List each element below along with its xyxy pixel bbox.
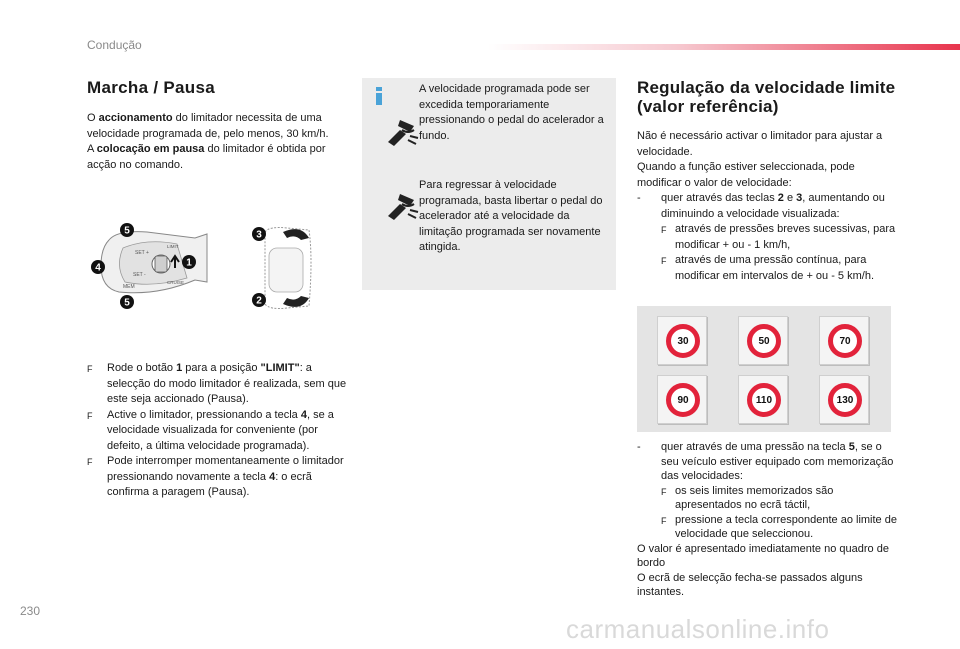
text: Pode interromper momentaneamente o limitador pressionando novamente a tecla	[107, 455, 344, 483]
right-paragraph-1: Não é necessário activar o limitador para ajustar a velocidade.	[637, 130, 883, 158]
text: , aumentando ou diminuindo a velocidade visualizada:	[661, 192, 885, 220]
text: , se a velocidade visualizada for conveniente (por defeito, a última velocidade programada).	[107, 408, 334, 452]
instruction-item	[87, 408, 349, 455]
speed-value: 50	[747, 324, 781, 358]
speed-value: 110	[747, 383, 781, 417]
left-column	[87, 78, 347, 173]
stalk-label-cruise: CRUISE	[167, 280, 185, 285]
info-icon	[372, 87, 386, 105]
watermark: carmanualsonline.info	[566, 614, 830, 644]
callout-3	[252, 227, 266, 241]
callout-label: 1	[186, 257, 192, 269]
sub-item	[661, 253, 902, 284]
callout-label: 5	[124, 225, 130, 237]
sub-item	[661, 484, 902, 513]
sub-text: pressione a tecla correspondente ao limite de velocidade que seleccionou.	[675, 513, 897, 540]
section-title-regulacao: Regulação da velocidade limite (valor referência)	[637, 78, 896, 116]
instruction-text	[107, 408, 349, 455]
steering-wheel-illustration	[265, 228, 311, 309]
callout-5-bottom	[120, 295, 134, 309]
callout-2	[252, 293, 266, 307]
control-stalk-diagram	[87, 218, 349, 318]
speed-value: 130	[828, 383, 862, 417]
sub-text: através de uma pressão contínua, para modificar em intervalos de + ou - 5 km/h.	[675, 254, 874, 282]
text: : a selecção do modo limitador é realizada, sem que este seja accionado (Pausa).	[107, 362, 347, 405]
speed-sign-50	[738, 316, 788, 365]
text: do limitador necessita de uma velocidade programada de, pelo menos, 30 km/h.	[87, 112, 329, 140]
info-box	[362, 78, 616, 290]
right-column	[637, 78, 902, 284]
sub-item	[661, 513, 902, 542]
speed-sign-30	[657, 316, 707, 365]
bold-term-accionamento: accionamento	[98, 112, 173, 124]
speed-sign-90	[657, 375, 707, 424]
bold-term-pausa: colocação em pausa	[96, 143, 205, 155]
speed-value: 30	[666, 324, 700, 358]
speed-value: 70	[828, 324, 862, 358]
stalk-label-set-plus: SET +	[135, 250, 149, 256]
text: quer através das teclas	[661, 192, 778, 204]
right-column-lower	[637, 440, 902, 600]
bullet-mark: F	[661, 486, 667, 497]
stalk-label-mem: MEM	[123, 284, 135, 290]
callout-5-top	[120, 223, 134, 237]
bullet-mark: F	[661, 256, 667, 266]
right-paragraph-2: Quando a função estiver seleccionada, pode modificar o valor de velocidade:	[637, 161, 855, 189]
dash-mark: -	[637, 192, 641, 204]
instruction-text	[107, 361, 349, 408]
bullet-mark: F	[87, 364, 93, 374]
callout-label: 3	[256, 229, 262, 241]
bullet-mark: F	[661, 515, 667, 526]
speed-sign-70	[819, 316, 869, 365]
right-paragraph-3: O valor é apresentado imediatamente no quadro de bordo	[637, 542, 889, 569]
instruction-item	[87, 361, 349, 408]
text: e	[783, 192, 797, 204]
bullet-mark: F	[87, 457, 93, 467]
callout-4	[91, 260, 105, 274]
text: , se o seu veículo estiver equipado com memorização das velocidades:	[661, 441, 894, 482]
key-ref: 4	[269, 470, 276, 483]
dash-item-memory	[637, 440, 902, 542]
callout-label: 2	[256, 295, 262, 307]
intro-paragraph-2	[87, 142, 347, 173]
dash-mark: -	[637, 441, 641, 453]
text: do limitador é obtida por acção no comando.	[87, 143, 326, 171]
section-title-marcha-pausa: Marcha / Pausa	[87, 78, 215, 97]
accelerator-pedal-icon	[384, 116, 420, 146]
bullet-mark: F	[87, 410, 93, 421]
section-label: Condução	[87, 38, 142, 52]
key-ref: 3	[796, 192, 803, 204]
key-ref: 1	[176, 362, 183, 374]
info-text-override: A velocidade programada pode ser excedida temporariamente pressionando o pedal do acelerador a fundo.	[419, 83, 604, 142]
stalk-label-set-minus: SET -	[133, 272, 146, 278]
callout-label: 5	[124, 297, 130, 309]
bullet-mark: F	[661, 225, 667, 235]
callout-1	[182, 255, 196, 269]
speed-value: 90	[666, 383, 700, 417]
right-paragraph-4: O ecrã de selecção fecha-se passados alguns instantes.	[637, 571, 863, 598]
intro-paragraph-1	[87, 111, 347, 142]
key-ref: "LIMIT"	[260, 362, 300, 374]
stalk-label-limit: LIMIT	[167, 244, 179, 249]
sub-item	[661, 222, 902, 253]
text: : o ecrã confirma a paragem (Pausa).	[107, 470, 312, 498]
speed-signs-panel	[637, 306, 891, 432]
instruction-item	[87, 454, 349, 501]
speed-sign-130	[819, 375, 869, 424]
header-accent-bar	[488, 44, 960, 50]
dash-content	[661, 191, 902, 284]
key-ref: 4	[300, 408, 307, 421]
key-ref: 5	[848, 441, 855, 453]
text: quer através de uma pressão na tecla	[661, 441, 849, 453]
sub-text: através de pressões breves sucessivas, para modificar + ou - 1 km/h,	[675, 223, 896, 251]
page-number: 230	[20, 604, 41, 618]
key-ref: 2	[777, 192, 784, 204]
instruction-list	[87, 361, 349, 501]
sub-text: os seis limites memorizados são apresentados no ecrã táctil,	[675, 484, 834, 511]
text: O	[87, 112, 99, 124]
accelerator-pedal-icon	[384, 190, 420, 220]
text: A	[87, 143, 97, 155]
info-text-return: Para regressar à velocidade programada, basta libertar o pedal do acelerador até a velocidade da limitação programada ser novamente atingida.	[419, 179, 603, 253]
instruction-text	[107, 454, 349, 501]
dash-content	[661, 440, 902, 542]
dash-item-keys	[637, 191, 902, 284]
text: Rode o botão	[107, 362, 177, 374]
text: para a posição	[182, 362, 261, 374]
speed-sign-110	[738, 375, 788, 424]
text: Active o limitador, pressionando a tecla	[107, 408, 301, 421]
callout-label: 4	[95, 262, 101, 274]
